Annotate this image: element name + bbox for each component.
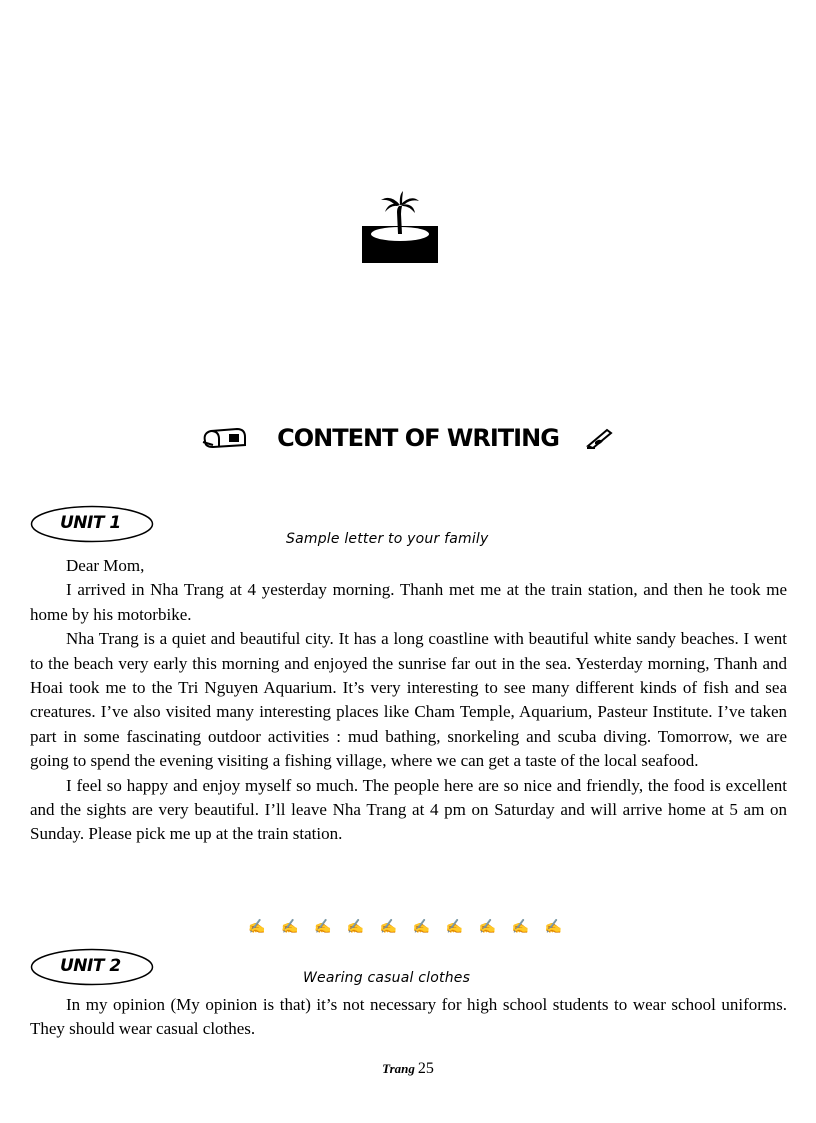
unit-2-text [30,993,787,1042]
palm-tree-island-icon [361,190,439,264]
letter-paragraph: I arrived in Nha Trang at 4 yesterday morning. Thanh met me at the train station, and then he took me home by his motorbike. [30,580,787,624]
unit-2-subtitle: Wearing casual clothes [303,970,471,986]
letter-paragraph: I feel so happy and enjoy myself so much. The people here are so nice and friendly, the food is excellent and the sights are very beautiful. I’ll leave Nha Trang at 4 pm on Saturday and will arrive home at 5 am on Sunday. Please pick me up at the train station. [30,775,787,844]
essay-paragraph: In my opinion (My opinion is that) it’s not necessary for high school students to wear school uniforms. They should wear casual clothes. [30,995,787,1039]
mailbox-icon [201,425,247,451]
page-number: 25 [417,1060,434,1077]
page-title: CONTENT OF WRITING [277,424,559,452]
unit-1-letter [30,554,787,847]
letter-salutation: Dear Mom, [66,556,145,575]
unit-2-label: UNIT 2 [60,956,121,976]
unit-1-label: UNIT 1 [60,513,121,533]
writing-hand-icon [585,426,615,450]
section-heading [0,424,816,452]
unit-2-badge [30,948,154,986]
letter-paragraph: Nha Trang is a quiet and beautiful city. It has a long coastline with beautiful white sandy beaches. I went to the beach very early this morning and enjoyed the sunrise far out in the sea. Yesterday morning, Thanh and Hoai took me to the Tri Nguyen Aquarium. It’s very interesting to see many different kinds of fish and sea creatures. I’ve also visited many interesting places like Cham Temple, Aquarium, Pasteur Institute. I’ve taken part in some fascinating outdoor activities : mud bathing, snorkeling and scuba diving. Tomorrow, we are going to spend the evening visiting a fishing village, where we can get a taste of the local seafood. [30,629,787,771]
unit-1-badge [30,505,154,543]
page-footer [0,1060,816,1078]
footer-label: Trang [382,1061,415,1076]
section-divider: ✍ ✍ ✍ ✍ ✍ ✍ ✍ ✍ ✍ ✍ [248,920,568,935]
unit-1-subtitle: Sample letter to your family [286,531,489,547]
